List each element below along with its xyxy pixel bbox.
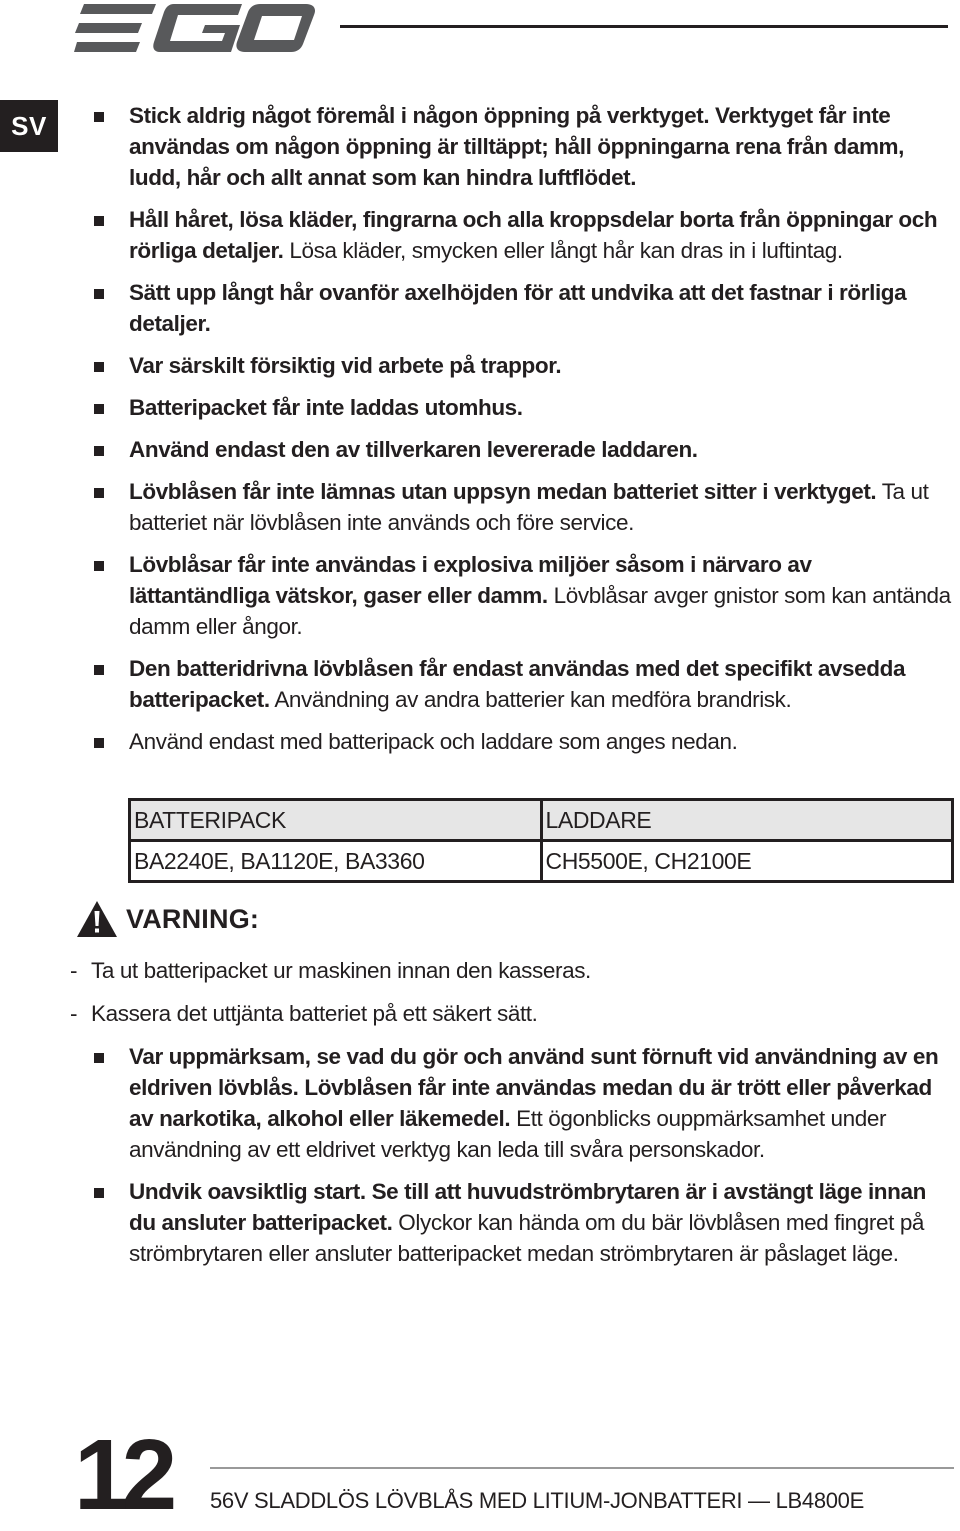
warning-heading [76,900,259,938]
table-cell-battery-models: BA2240E, BA1120E, BA3360 [130,841,542,882]
list-item: Var uppmärksam, se vad du gör och använd sunt förnuft vid användning av en eldriven lövblås. Lövblåsen får inte användas medan du är trött eller påverkad av narkotika, alkohol eller läkemedel. Ett ögonblicks ouppmärksamhet under användning av ett eldrivet verktyg kan leda till svåra personskador. [92,1041,952,1165]
list-item: Undvik oavsiktlig start. Se till att huvudströmbrytaren är i avstängt läge innan du ansluter batteripacket. Olyckor kan hända om du bär lövblåsen med fingret på strömbrytaren eller ansluter batteripacket medan strömbrytaren är påslaget läge. [92,1176,952,1269]
list-item: - Ta ut batteripacket ur maskinen innan den kasseras. [70,958,591,983]
table-header-row [130,800,953,841]
table-row [130,841,953,882]
list-item: Sätt upp långt hår ovanför axelhöjden för att undvika att det fastnar i rörliga detaljer. [92,277,952,339]
warning-triangle-icon [76,900,118,938]
list-item: Stick aldrig något föremål i någon öppning på verktyget. Verktyget får inte användas om någon öppning är tilltäppt; håll öppningarna rena från damm, ludd, hår och allt annat som kan hindra luftflödet. [92,100,952,193]
language-tab: SV [0,100,58,152]
table-cell-charger-models: CH5500E, CH2100E [541,841,953,882]
list-item: Håll håret, lösa kläder, fingrarna och alla kroppsdelar borta från öppningar och rörliga detaljer. Lösa kläder, smycken eller långt hår kan dras in i luftintag. [92,204,952,266]
list-item: Använd endast den av tillverkaren levererade laddaren. [92,434,952,465]
safety-list-1 [92,100,952,768]
table-header-charger: LADDARE [541,800,953,841]
footer-rule [210,1467,954,1469]
list-item: - Kassera det uttjänta batteriet på ett säkert sätt. [70,1001,538,1026]
list-item: Den batteridrivna lövblåsen får endast användas med det specifikt avsedda batteripacket. Användning av andra batterier kan medföra brandrisk. [92,653,952,715]
ego-logo [74,2,316,54]
warning-list [70,955,591,1041]
page-number: 12 [74,1419,170,1531]
list-item: Använd endast med batteripack och laddare som anges nedan. [92,726,952,757]
list-item: Lövblåsar får inte användas i explosiva miljöer såsom i närvaro av lättantändliga vätskor, gaser eller damm. Lövblåsar avger gnistor som kan antända damm eller ångor. [92,549,952,642]
header-rule [340,25,948,28]
warning-title: VARNING: [126,903,260,934]
safety-list-2 [92,1041,952,1280]
list-item: Batteripacket får inte laddas utomhus. [92,392,952,423]
list-item: Lövblåsen får inte lämnas utan uppsyn medan batteriet sitter i verktyget. Ta ut batteriet när lövblåsen inte används och före service. [92,476,952,538]
table-header-battery: BATTERIPACK [130,800,542,841]
battery-charger-table [128,798,954,883]
list-item: Var särskilt försiktig vid arbete på trappor. [92,350,952,381]
footer-title: 56V SLADDLÖS LÖVBLÅS MED LITIUM-JONBATTERI — LB4800E [210,1488,864,1513]
